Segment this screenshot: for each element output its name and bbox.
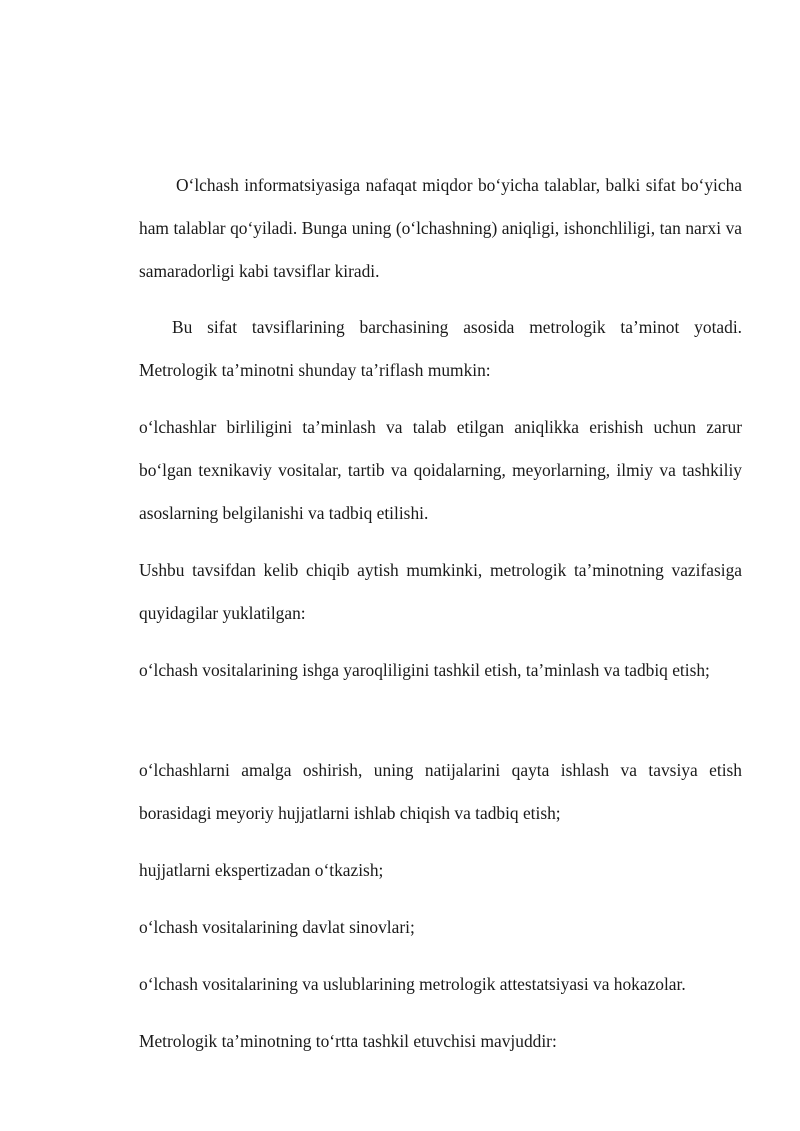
list-item-measuring-instruments-suitability: o‘lchash vositalarining ishga yaroqliligini tashkil etish, ta’minlash va tadbiq etish; <box>139 660 710 680</box>
paragraph-four-components-intro: Metrologik ta’minotning to‘rtta tashkil etuvchisi mavjuddir: <box>139 1031 557 1051</box>
list-item-documents-expertise: hujjatlarni ekspertizadan o‘tkazish; <box>139 860 384 880</box>
paragraph-metrological-support-basis: Bu sifat tavsiflarining barchasining asosida metrologik ta’minot yotadi. Metrologik ta’minotni shunday ta’riflash mumkin: <box>139 317 742 380</box>
list-item-state-testing: o‘lchash vositalarining davlat sinovlari; <box>139 917 415 937</box>
list-item-normative-documents-development: o‘lchashlarni amalga oshirish, uning natijalarini qayta ishlash va tavsiya etish borasidagi meyoriy hujjatlarni ishlab chiqish va tadbiq etish; <box>139 760 742 823</box>
paragraph-metrological-support-definition: o‘lchashlar birliligini ta’minlash va talab etilgan aniqlikka erishish uchun zarur bo‘lgan texnikaviy vositalar, tartib va qoidalarning, meyorlarning, ilmiy va tashkiliy asoslarning belgilanishi va tadbiq etilishi. <box>139 417 742 523</box>
paragraph-measurement-information-requirements: O‘lchash informatsiyasiga nafaqat miqdor bo‘yicha talablar, balki sifat bo‘yicha ham talablar qo‘yiladi. Bunga uning (o‘lchashning) aniqligi, ishonchliligi, tan narxi va samaradorligi kabi tavsiflar kiradi. <box>139 175 742 281</box>
paragraph-metrological-support-tasks-intro: Ushbu tavsifdan kelib chiqib aytish mumkinki, metrologik ta’minotning vazifasiga quyidagilar yuklatilgan: <box>139 560 742 623</box>
list-item-metrological-attestation: o‘lchash vositalarining va uslublarining metrologik attestatsiyasi va hokazolar. <box>139 974 686 994</box>
